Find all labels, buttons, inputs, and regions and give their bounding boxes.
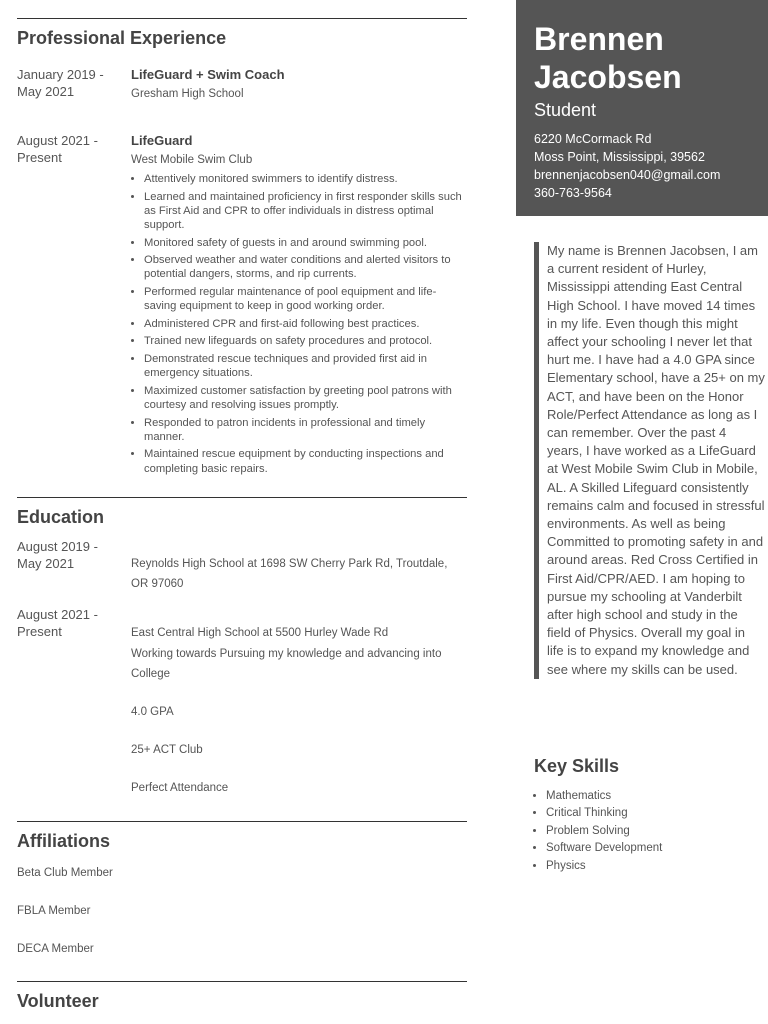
email-link[interactable]: brennenjacobsen040@gmail.com bbox=[534, 168, 721, 182]
phone-number: 360-763-9564 bbox=[534, 186, 612, 200]
list-item: • Monitored safety of guests in and around swimming pool. bbox=[144, 236, 467, 250]
list-item: • Observed weather and water conditions and alerted visitors to potential dangers, storms, and rip currents. bbox=[144, 253, 467, 281]
education-line: Reynolds High School at 1698 SW Cherry Park Rd, Troutdale, OR 97060 bbox=[131, 558, 448, 590]
section-title-volunteer: Volunteer bbox=[17, 991, 99, 1011]
affiliation-item: Beta Club Member bbox=[17, 867, 113, 879]
affiliation-item: DECA Member bbox=[17, 943, 94, 955]
job-entry bbox=[17, 66, 467, 102]
summary-block: My name is Brennen Jacobsen, I am a current resident of Hurley, Mississippi attending East Central High School. I have moved 14 times in my life. Even though this might affect your schooling I never let that hurt me. I have had a 4.0 GPA since Elementary school, have a 25+ on my ACT, and have been on the Honor Role/Perfect Attendance as long as I can remember. Over the past 4 years, I have worked as a LifeGuard at West Mobile Swim Club in Mobile, AL. A Skilled Lifeguard consistently remains calm and focused in stressful environments. As well as being Committed to promoting safety in and around areas. Red Cross Certified in First Aid/CPR/AED. I am hoping to pursue my schooling at Vanderbilt after high school and study in the field of Physics. Overall my goal in life is to expand my knowledge and see where my skills can be used. bbox=[534, 242, 765, 679]
education-entry bbox=[17, 606, 467, 798]
job-duties-list bbox=[131, 172, 467, 476]
list-item: • Administered CPR and first-aid following best practices. bbox=[144, 317, 467, 331]
skills-list bbox=[534, 788, 662, 875]
section-title-skills: Key Skills bbox=[534, 756, 620, 776]
education-date: August 2019 - May 2021 bbox=[17, 539, 98, 571]
candidate-name: Brennen Jacobsen bbox=[534, 21, 682, 95]
list-item: • Physics bbox=[546, 858, 662, 875]
contact-header bbox=[516, 0, 768, 216]
experience-section bbox=[17, 18, 467, 479]
education-date: August 2021 - Present bbox=[17, 607, 98, 639]
list-item: • Maximized customer satisfaction by greeting pool patrons with courtesy and resolving issues promptly. bbox=[144, 384, 467, 412]
job-org: West Mobile Swim Club bbox=[131, 154, 253, 166]
volunteer-section bbox=[17, 981, 467, 1012]
education-line: 4.0 GPA bbox=[131, 706, 174, 718]
job-title: LifeGuard + Swim Coach bbox=[131, 67, 285, 82]
education-line: Perfect Attendance bbox=[131, 782, 229, 794]
address-line: 6220 McCormack Rd bbox=[534, 132, 652, 146]
job-entry bbox=[17, 132, 467, 476]
list-item: • Responded to patron incidents in professional and timely manner. bbox=[144, 416, 467, 444]
candidate-role: Student bbox=[534, 100, 597, 120]
affiliations-section bbox=[17, 821, 467, 956]
job-date: January 2019 - May 2021 bbox=[17, 67, 104, 99]
job-title: LifeGuard bbox=[131, 133, 193, 148]
list-item: • Problem Solving bbox=[546, 823, 662, 840]
education-line: 25+ ACT Club bbox=[131, 744, 203, 756]
section-title-education: Education bbox=[17, 507, 105, 527]
affiliation-item: FBLA Member bbox=[17, 905, 91, 917]
education-line: East Central High School at 5500 Hurley Wade Rd bbox=[131, 627, 389, 639]
city-line: Moss Point, Mississippi, 39562 bbox=[534, 150, 705, 164]
contact-info bbox=[534, 130, 720, 202]
education-line: Working towards Pursuing my knowledge and advancing into College bbox=[131, 648, 442, 680]
list-item: • Critical Thinking bbox=[546, 805, 662, 822]
list-item: • Attentively monitored swimmers to identify distress. bbox=[144, 172, 467, 186]
list-item: • Learned and maintained proficiency in first responder skills such as First Aid and CPR to offer individuals in distress optimal support. bbox=[144, 190, 467, 233]
education-entry bbox=[17, 538, 467, 602]
section-title-experience: Professional Experience bbox=[17, 28, 227, 48]
list-item: • Performed regular maintenance of pool equipment and life-saving equipment to keep in good working order. bbox=[144, 285, 467, 313]
list-item: • Software Development bbox=[546, 840, 662, 857]
job-org: Gresham High School bbox=[131, 88, 244, 100]
section-title-affiliations: Affiliations bbox=[17, 831, 110, 851]
list-item: • Maintained rescue equipment by conducting inspections and completing basic repairs. bbox=[144, 447, 467, 475]
list-item: • Mathematics bbox=[546, 788, 662, 805]
education-section bbox=[17, 497, 467, 798]
job-date: August 2021 - Present bbox=[17, 133, 98, 165]
list-item: • Trained new lifeguards on safety procedures and protocol. bbox=[144, 334, 467, 348]
list-item: • Demonstrated rescue techniques and provided first aid in emergency situations. bbox=[144, 352, 467, 380]
